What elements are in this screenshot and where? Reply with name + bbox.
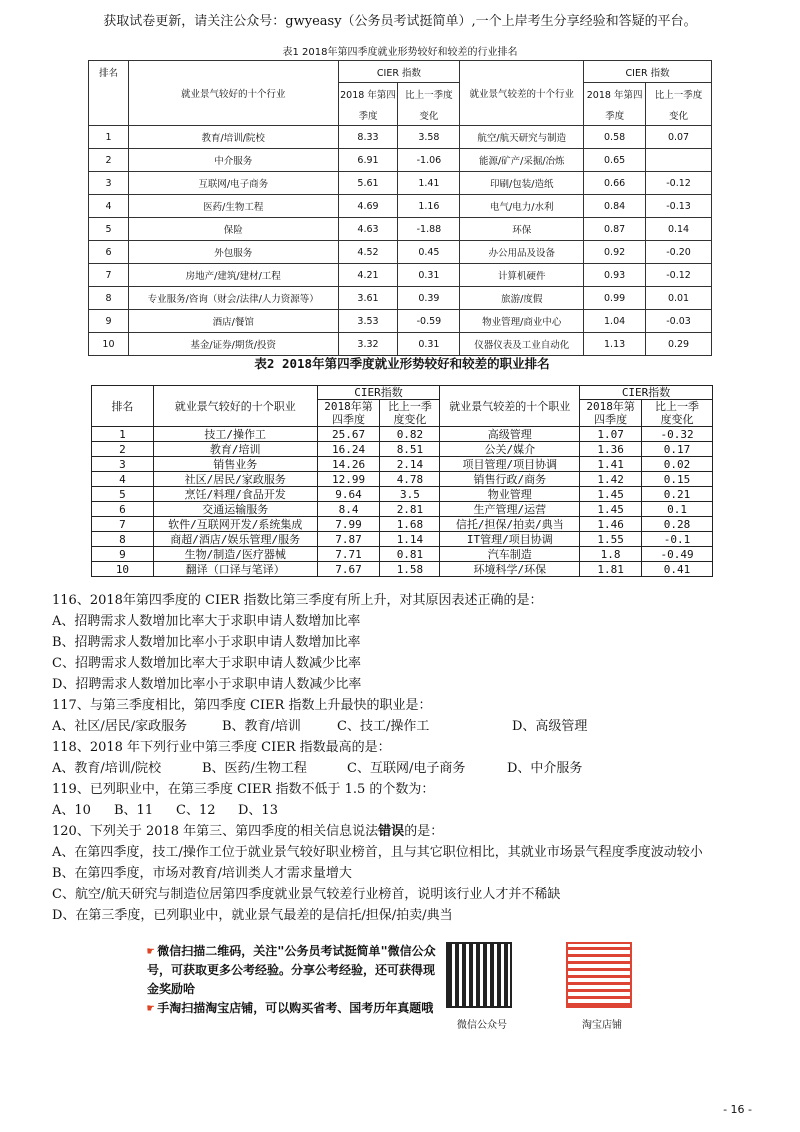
table1-cell: 3.53 bbox=[338, 310, 398, 333]
q119-option-a: A、10 bbox=[52, 803, 91, 818]
promo-line-1 bbox=[147, 942, 437, 999]
table1-cell: -1.88 bbox=[398, 218, 460, 241]
table1-cell: 0.84 bbox=[584, 195, 646, 218]
table2-cell: 1.42 bbox=[580, 472, 642, 487]
t1-head-cier2: CIER 指数 bbox=[584, 61, 712, 83]
table1-cell: 1.04 bbox=[584, 310, 646, 333]
table2-cell: 2.81 bbox=[380, 502, 440, 517]
table2-cell: 0.41 bbox=[642, 562, 713, 577]
table2-cell: 8 bbox=[92, 532, 154, 547]
table2 bbox=[91, 385, 713, 577]
table1-cell: 0.66 bbox=[584, 172, 646, 195]
table1-cell: 互联网/电子商务 bbox=[128, 172, 338, 195]
table1-cell: 0.07 bbox=[646, 126, 712, 149]
table2-cell: 16.24 bbox=[317, 442, 380, 457]
t2-head-cier2: CIER指数 bbox=[580, 386, 713, 400]
table1-cell: -0.13 bbox=[646, 195, 712, 218]
table2-cell: 交通运输服务 bbox=[153, 502, 317, 517]
page-number: - 16 - bbox=[723, 1103, 752, 1116]
table2-cell: 技工/操作工 bbox=[153, 427, 317, 442]
table1-cell: -0.03 bbox=[646, 310, 712, 333]
table2-cell: 1.45 bbox=[580, 487, 642, 502]
table2-cell: -0.32 bbox=[642, 427, 713, 442]
table1-row bbox=[89, 264, 712, 287]
questions-block bbox=[52, 590, 772, 926]
promo-line-2 bbox=[147, 999, 437, 1018]
t2-head-bad: 就业景气较差的十个职业 bbox=[440, 386, 580, 427]
t1-head-good: 就业景气较好的十个行业 bbox=[128, 61, 338, 126]
t2-head-q4-2: 2018年第 bbox=[580, 400, 642, 414]
q118-stem: 118、2018 年下列行业中第三季度 CIER 指数最高的是： bbox=[52, 740, 391, 755]
table1-cell: 旅游/度假 bbox=[460, 287, 584, 310]
table1-cell: 办公用品及设备 bbox=[460, 241, 584, 264]
table2-cell: 0.15 bbox=[642, 472, 713, 487]
taobao-qr-code-icon[interactable] bbox=[566, 942, 632, 1008]
q120-option-c: C、航空/航天研究与制造位居第四季度就业景气较差行业榜首，说明该行业人才并不稀缺 bbox=[52, 887, 561, 902]
hand-pointer-icon: ☛ bbox=[147, 944, 155, 958]
table2-row bbox=[92, 472, 713, 487]
table1-cell: 中介服务 bbox=[128, 149, 338, 172]
t1-head-chgb-2: 变化 bbox=[646, 104, 712, 126]
t2-head-chg-2: 比上一季 bbox=[642, 400, 713, 414]
table2-cell: 5 bbox=[92, 487, 154, 502]
t2-head-good: 就业景气较好的十个职业 bbox=[153, 386, 317, 427]
table1-cell: 3.32 bbox=[338, 333, 398, 356]
table1-cell: 10 bbox=[89, 333, 129, 356]
table2-row bbox=[92, 457, 713, 472]
table1-cell: 7 bbox=[89, 264, 129, 287]
table1-cell: 酒店/餐馆 bbox=[128, 310, 338, 333]
table2-cell: 0.81 bbox=[380, 547, 440, 562]
table2-row bbox=[92, 562, 713, 577]
q120-stem-pre: 120、下列关于 2018 年第三、第四季度的相关信息说法 bbox=[52, 824, 379, 839]
t2-head-q4b: 四季度 bbox=[317, 413, 380, 427]
table1-cell: 电气/电力/水利 bbox=[460, 195, 584, 218]
table2-cell: 高级管理 bbox=[440, 427, 580, 442]
table1-cell: 1.13 bbox=[584, 333, 646, 356]
promo-text bbox=[147, 942, 437, 1018]
table1-cell: 6.91 bbox=[338, 149, 398, 172]
table1-cell: 环保 bbox=[460, 218, 584, 241]
table1-cell: 0.01 bbox=[646, 287, 712, 310]
table2-cell: 教育/培训 bbox=[153, 442, 317, 457]
table1-cell: 0.31 bbox=[398, 264, 460, 287]
q119-stem: 119、已列职业中，在第三季度 CIER 指数不低于 1.5 的个数为： bbox=[52, 782, 435, 797]
table2-cell: 2 bbox=[92, 442, 154, 457]
table1-cell: 航空/航天研究与制造 bbox=[460, 126, 584, 149]
table2-cell: 公关/媒介 bbox=[440, 442, 580, 457]
table2-cell: 1 bbox=[92, 427, 154, 442]
table1-cell: 计算机硬件 bbox=[460, 264, 584, 287]
t1-head-cier: CIER 指数 bbox=[338, 61, 460, 83]
qr2-label: 淘宝店铺 bbox=[582, 1020, 622, 1031]
table1-cell: 8.33 bbox=[338, 126, 398, 149]
table1-cell bbox=[646, 149, 712, 172]
table1 bbox=[88, 60, 712, 356]
table1-cell: -1.06 bbox=[398, 149, 460, 172]
table1-cell: 0.93 bbox=[584, 264, 646, 287]
table1-row bbox=[89, 172, 712, 195]
table1-row bbox=[89, 287, 712, 310]
table2-cell: 4.78 bbox=[380, 472, 440, 487]
table2-cell: 2.14 bbox=[380, 457, 440, 472]
t1-head-chg: 比上一季度 bbox=[398, 83, 460, 105]
q118-option-a: A、教育/培训/院校 bbox=[52, 761, 162, 776]
table1-cell: 5.61 bbox=[338, 172, 398, 195]
table1-cell: 4 bbox=[89, 195, 129, 218]
table1-cell: 物业管理/商业中心 bbox=[460, 310, 584, 333]
table1-cell: 6 bbox=[89, 241, 129, 264]
table1-cell: 0.92 bbox=[584, 241, 646, 264]
table2-cell: 8.51 bbox=[380, 442, 440, 457]
table2-cell: 3 bbox=[92, 457, 154, 472]
table1-cell: 8 bbox=[89, 287, 129, 310]
table2-cell: 7 bbox=[92, 517, 154, 532]
table2-row bbox=[92, 532, 713, 547]
table1-row bbox=[89, 149, 712, 172]
table2-cell: 0.02 bbox=[642, 457, 713, 472]
table2-cell: 软件/互联网开发/系统集成 bbox=[153, 517, 317, 532]
table1-cell: 专业服务/咨询（财会/法律/人力资源等） bbox=[128, 287, 338, 310]
q119-option-c: C、12 bbox=[176, 803, 216, 818]
table2-caption: 表2 2018年第四季度就业形势较好和较差的职业排名 bbox=[254, 356, 550, 371]
q117-option-b: B、教育/培训 bbox=[222, 719, 301, 734]
table2-cell: 3.5 bbox=[380, 487, 440, 502]
table2-cell: 7.71 bbox=[317, 547, 380, 562]
q119-option-d: D、13 bbox=[238, 803, 278, 818]
table2-cell: 9.64 bbox=[317, 487, 380, 502]
q118-options bbox=[52, 758, 772, 779]
table2-cell: 1.14 bbox=[380, 532, 440, 547]
table2-cell: 1.68 bbox=[380, 517, 440, 532]
q120-stem-post: 的是： bbox=[404, 824, 444, 839]
table1-cell: -0.12 bbox=[646, 172, 712, 195]
table2-cell: 10 bbox=[92, 562, 154, 577]
t2-head-cier: CIER指数 bbox=[317, 386, 440, 400]
table2-row bbox=[92, 547, 713, 562]
table1-cell: 教育/培训/院校 bbox=[128, 126, 338, 149]
hand-pointer-icon: ☛ bbox=[147, 1001, 155, 1015]
table2-cell: 0.17 bbox=[642, 442, 713, 457]
table1-cell: 房地产/建筑/建材/工程 bbox=[128, 264, 338, 287]
q116-option-b: B、招聘需求人数增加比率小于求职申请人数增加比率 bbox=[52, 635, 361, 650]
q120-option-d: D、在第三季度，已列职业中，就业景气最差的是信托/担保/拍卖/典当 bbox=[52, 908, 453, 923]
table2-row bbox=[92, 442, 713, 457]
table2-row bbox=[92, 427, 713, 442]
table2-cell: 1.36 bbox=[580, 442, 642, 457]
table1-cell: 0.45 bbox=[398, 241, 460, 264]
q120-stem bbox=[52, 821, 772, 842]
table2-cell: 0.28 bbox=[642, 517, 713, 532]
table2-cell: 14.26 bbox=[317, 457, 380, 472]
t2-head-rank: 排名 bbox=[92, 386, 154, 427]
q116-stem: 116、2018年第四季度的 CIER 指数比第三季度有所上升，对其原因表述正确的是： bbox=[52, 593, 543, 608]
table2-cell: 销售行政/商务 bbox=[440, 472, 580, 487]
q116-option-d: D、招聘需求人数增加比率小于求职申请人数减少比率 bbox=[52, 677, 362, 692]
table1-cell: 保险 bbox=[128, 218, 338, 241]
table2-cell: 1.46 bbox=[580, 517, 642, 532]
table2-cell: 0.82 bbox=[380, 427, 440, 442]
table1-row bbox=[89, 241, 712, 264]
table1-cell: 基金/证券/期货/投资 bbox=[128, 333, 338, 356]
table2-cell: 1.41 bbox=[580, 457, 642, 472]
page-header: 获取试卷更新，请关注公众号：gwyeasy（公务员考试挺简单）,一个上岸考生分享经验和答疑的平台。 bbox=[103, 14, 697, 29]
q118-option-d: D、中介服务 bbox=[507, 761, 583, 776]
table1-cell: 4.21 bbox=[338, 264, 398, 287]
table2-cell: 信托/担保/拍卖/典当 bbox=[440, 517, 580, 532]
q119-option-b: B、11 bbox=[114, 803, 154, 818]
table2-cell: 项目管理/项目协调 bbox=[440, 457, 580, 472]
q116-option-a: A、招聘需求人数增加比率大于求职申请人数增加比率 bbox=[52, 614, 361, 629]
table1-cell: 0.31 bbox=[398, 333, 460, 356]
t1-head-bad: 就业景气较差的十个行业 bbox=[460, 61, 584, 126]
table2-cell: 1.45 bbox=[580, 502, 642, 517]
table2-cell: 翻译（口译与笔译） bbox=[153, 562, 317, 577]
t1-head-q4: 2018 年第四 bbox=[338, 83, 398, 105]
t1-head-rank: 排名 bbox=[89, 61, 129, 126]
t2-head-chgb: 度变化 bbox=[380, 413, 440, 427]
t1-head-q4b-2: 季度 bbox=[584, 104, 646, 126]
table1-cell: 4.69 bbox=[338, 195, 398, 218]
wechat-qr-code-icon[interactable] bbox=[446, 942, 512, 1008]
table2-cell: 0.21 bbox=[642, 487, 713, 502]
table1-cell: 2 bbox=[89, 149, 129, 172]
table1-cell: 医药/生物工程 bbox=[128, 195, 338, 218]
table1-cell: 0.29 bbox=[646, 333, 712, 356]
table2-cell: 9 bbox=[92, 547, 154, 562]
table2-cell: 7.99 bbox=[317, 517, 380, 532]
t1-head-chg-2: 比上一季度 bbox=[646, 83, 712, 105]
t1-head-chgb: 变化 bbox=[398, 104, 460, 126]
t1-head-q4b: 季度 bbox=[338, 104, 398, 126]
table2-cell: 8.4 bbox=[317, 502, 380, 517]
table1-cell: 0.58 bbox=[584, 126, 646, 149]
table2-row bbox=[92, 502, 713, 517]
table2-cell: 社区/居民/家政服务 bbox=[153, 472, 317, 487]
table2-cell: 烹饪/料理/食品开发 bbox=[153, 487, 317, 502]
table1-cell: 1 bbox=[89, 126, 129, 149]
table1-cell: 0.99 bbox=[584, 287, 646, 310]
table1-cell: 1.16 bbox=[398, 195, 460, 218]
table2-cell: 物业管理 bbox=[440, 487, 580, 502]
table1-cell: 0.14 bbox=[646, 218, 712, 241]
table2-cell: 1.58 bbox=[380, 562, 440, 577]
table1-cell: -0.20 bbox=[646, 241, 712, 264]
table1-cell: 4.63 bbox=[338, 218, 398, 241]
table1-row bbox=[89, 333, 712, 356]
table2-cell: 生物/制造/医疗器械 bbox=[153, 547, 317, 562]
table1-cell: 能源/矿产/采掘/冶炼 bbox=[460, 149, 584, 172]
q117-options bbox=[52, 716, 772, 737]
t2-head-chg: 比上一季 bbox=[380, 400, 440, 414]
table1-cell: 0.39 bbox=[398, 287, 460, 310]
table1-cell: -0.59 bbox=[398, 310, 460, 333]
table2-cell: IT管理/项目协调 bbox=[440, 532, 580, 547]
table2-cell: -0.1 bbox=[642, 532, 713, 547]
table1-cell: 3 bbox=[89, 172, 129, 195]
table2-cell: 1.8 bbox=[580, 547, 642, 562]
table2-cell: 7.87 bbox=[317, 532, 380, 547]
table1-cell: 外包服务 bbox=[128, 241, 338, 264]
promo-line-1-text: 微信扫描二维码，关注"公务员考试挺简单"微信公众号，可获取更多公考经验。分享公考经验，还可获得现金奖励哈 bbox=[147, 944, 436, 996]
q120-stem-emphasis: 错误 bbox=[378, 824, 405, 839]
table2-cell: 7.67 bbox=[317, 562, 380, 577]
table2-cell: 1.55 bbox=[580, 532, 642, 547]
table2-cell: -0.49 bbox=[642, 547, 713, 562]
qr1-label: 微信公众号 bbox=[457, 1020, 507, 1031]
table1-row bbox=[89, 195, 712, 218]
table1-cell: 3.58 bbox=[398, 126, 460, 149]
table2-cell: 生产管理/运营 bbox=[440, 502, 580, 517]
q120-option-a: A、在第四季度，技工/操作工位于就业景气较好职业榜首，且与其它职位相比，其就业市场景气程度季度波动较小 bbox=[52, 845, 703, 860]
t2-head-q4b-2: 四季度 bbox=[580, 413, 642, 427]
table2-cell: 12.99 bbox=[317, 472, 380, 487]
table2-cell: 商超/酒店/娱乐管理/服务 bbox=[153, 532, 317, 547]
table1-row bbox=[89, 310, 712, 333]
q120-option-b: B、在第四季度，市场对教育/培训类人才需求量增大 bbox=[52, 866, 352, 881]
q117-option-a: A、社区/居民/家政服务 bbox=[52, 719, 188, 734]
promo-line-2-text: 手淘扫描淘宝店铺，可以购买省考、国考历年真题哦 bbox=[157, 1001, 434, 1015]
t2-head-chgb-2: 度变化 bbox=[642, 413, 713, 427]
t1-head-q4-2: 2018 年第四 bbox=[584, 83, 646, 105]
table2-cell: 1.81 bbox=[580, 562, 642, 577]
q118-option-c: C、互联网/电子商务 bbox=[347, 761, 466, 776]
table2-cell: 销售业务 bbox=[153, 457, 317, 472]
table2-cell: 汽车制造 bbox=[440, 547, 580, 562]
table1-cell: 0.65 bbox=[584, 149, 646, 172]
table1-cell: 4.52 bbox=[338, 241, 398, 264]
table1-row bbox=[89, 126, 712, 149]
table2-cell: 0.1 bbox=[642, 502, 713, 517]
q117-option-c: C、技工/操作工 bbox=[337, 719, 430, 734]
table1-cell: 3.61 bbox=[338, 287, 398, 310]
table1-cell: 仪器仪表及工业自动化 bbox=[460, 333, 584, 356]
q117-stem: 117、与第三季度相比，第四季度 CIER 指数上升最快的职业是： bbox=[52, 698, 432, 713]
table2-cell: 4 bbox=[92, 472, 154, 487]
table2-cell: 1.07 bbox=[580, 427, 642, 442]
q117-option-d: D、高级管理 bbox=[512, 719, 588, 734]
table1-cell: -0.12 bbox=[646, 264, 712, 287]
table1-cell: 5 bbox=[89, 218, 129, 241]
table2-row bbox=[92, 517, 713, 532]
q118-option-b: B、医药/生物工程 bbox=[202, 761, 307, 776]
table2-cell: 环境科学/环保 bbox=[440, 562, 580, 577]
table2-cell: 6 bbox=[92, 502, 154, 517]
table2-cell: 25.67 bbox=[317, 427, 380, 442]
t2-head-q4: 2018年第 bbox=[317, 400, 380, 414]
table1-caption: 表1 2018年第四季度就业形势较好和较差的行业排名 bbox=[282, 47, 518, 58]
table1-cell: 9 bbox=[89, 310, 129, 333]
q116-option-c: C、招聘需求人数增加比率大于求职申请人数减少比率 bbox=[52, 656, 361, 671]
q119-options bbox=[52, 800, 772, 821]
table2-row bbox=[92, 487, 713, 502]
table1-cell: 印刷/包装/造纸 bbox=[460, 172, 584, 195]
table1-row bbox=[89, 218, 712, 241]
table1-cell: 1.41 bbox=[398, 172, 460, 195]
table1-cell: 0.87 bbox=[584, 218, 646, 241]
